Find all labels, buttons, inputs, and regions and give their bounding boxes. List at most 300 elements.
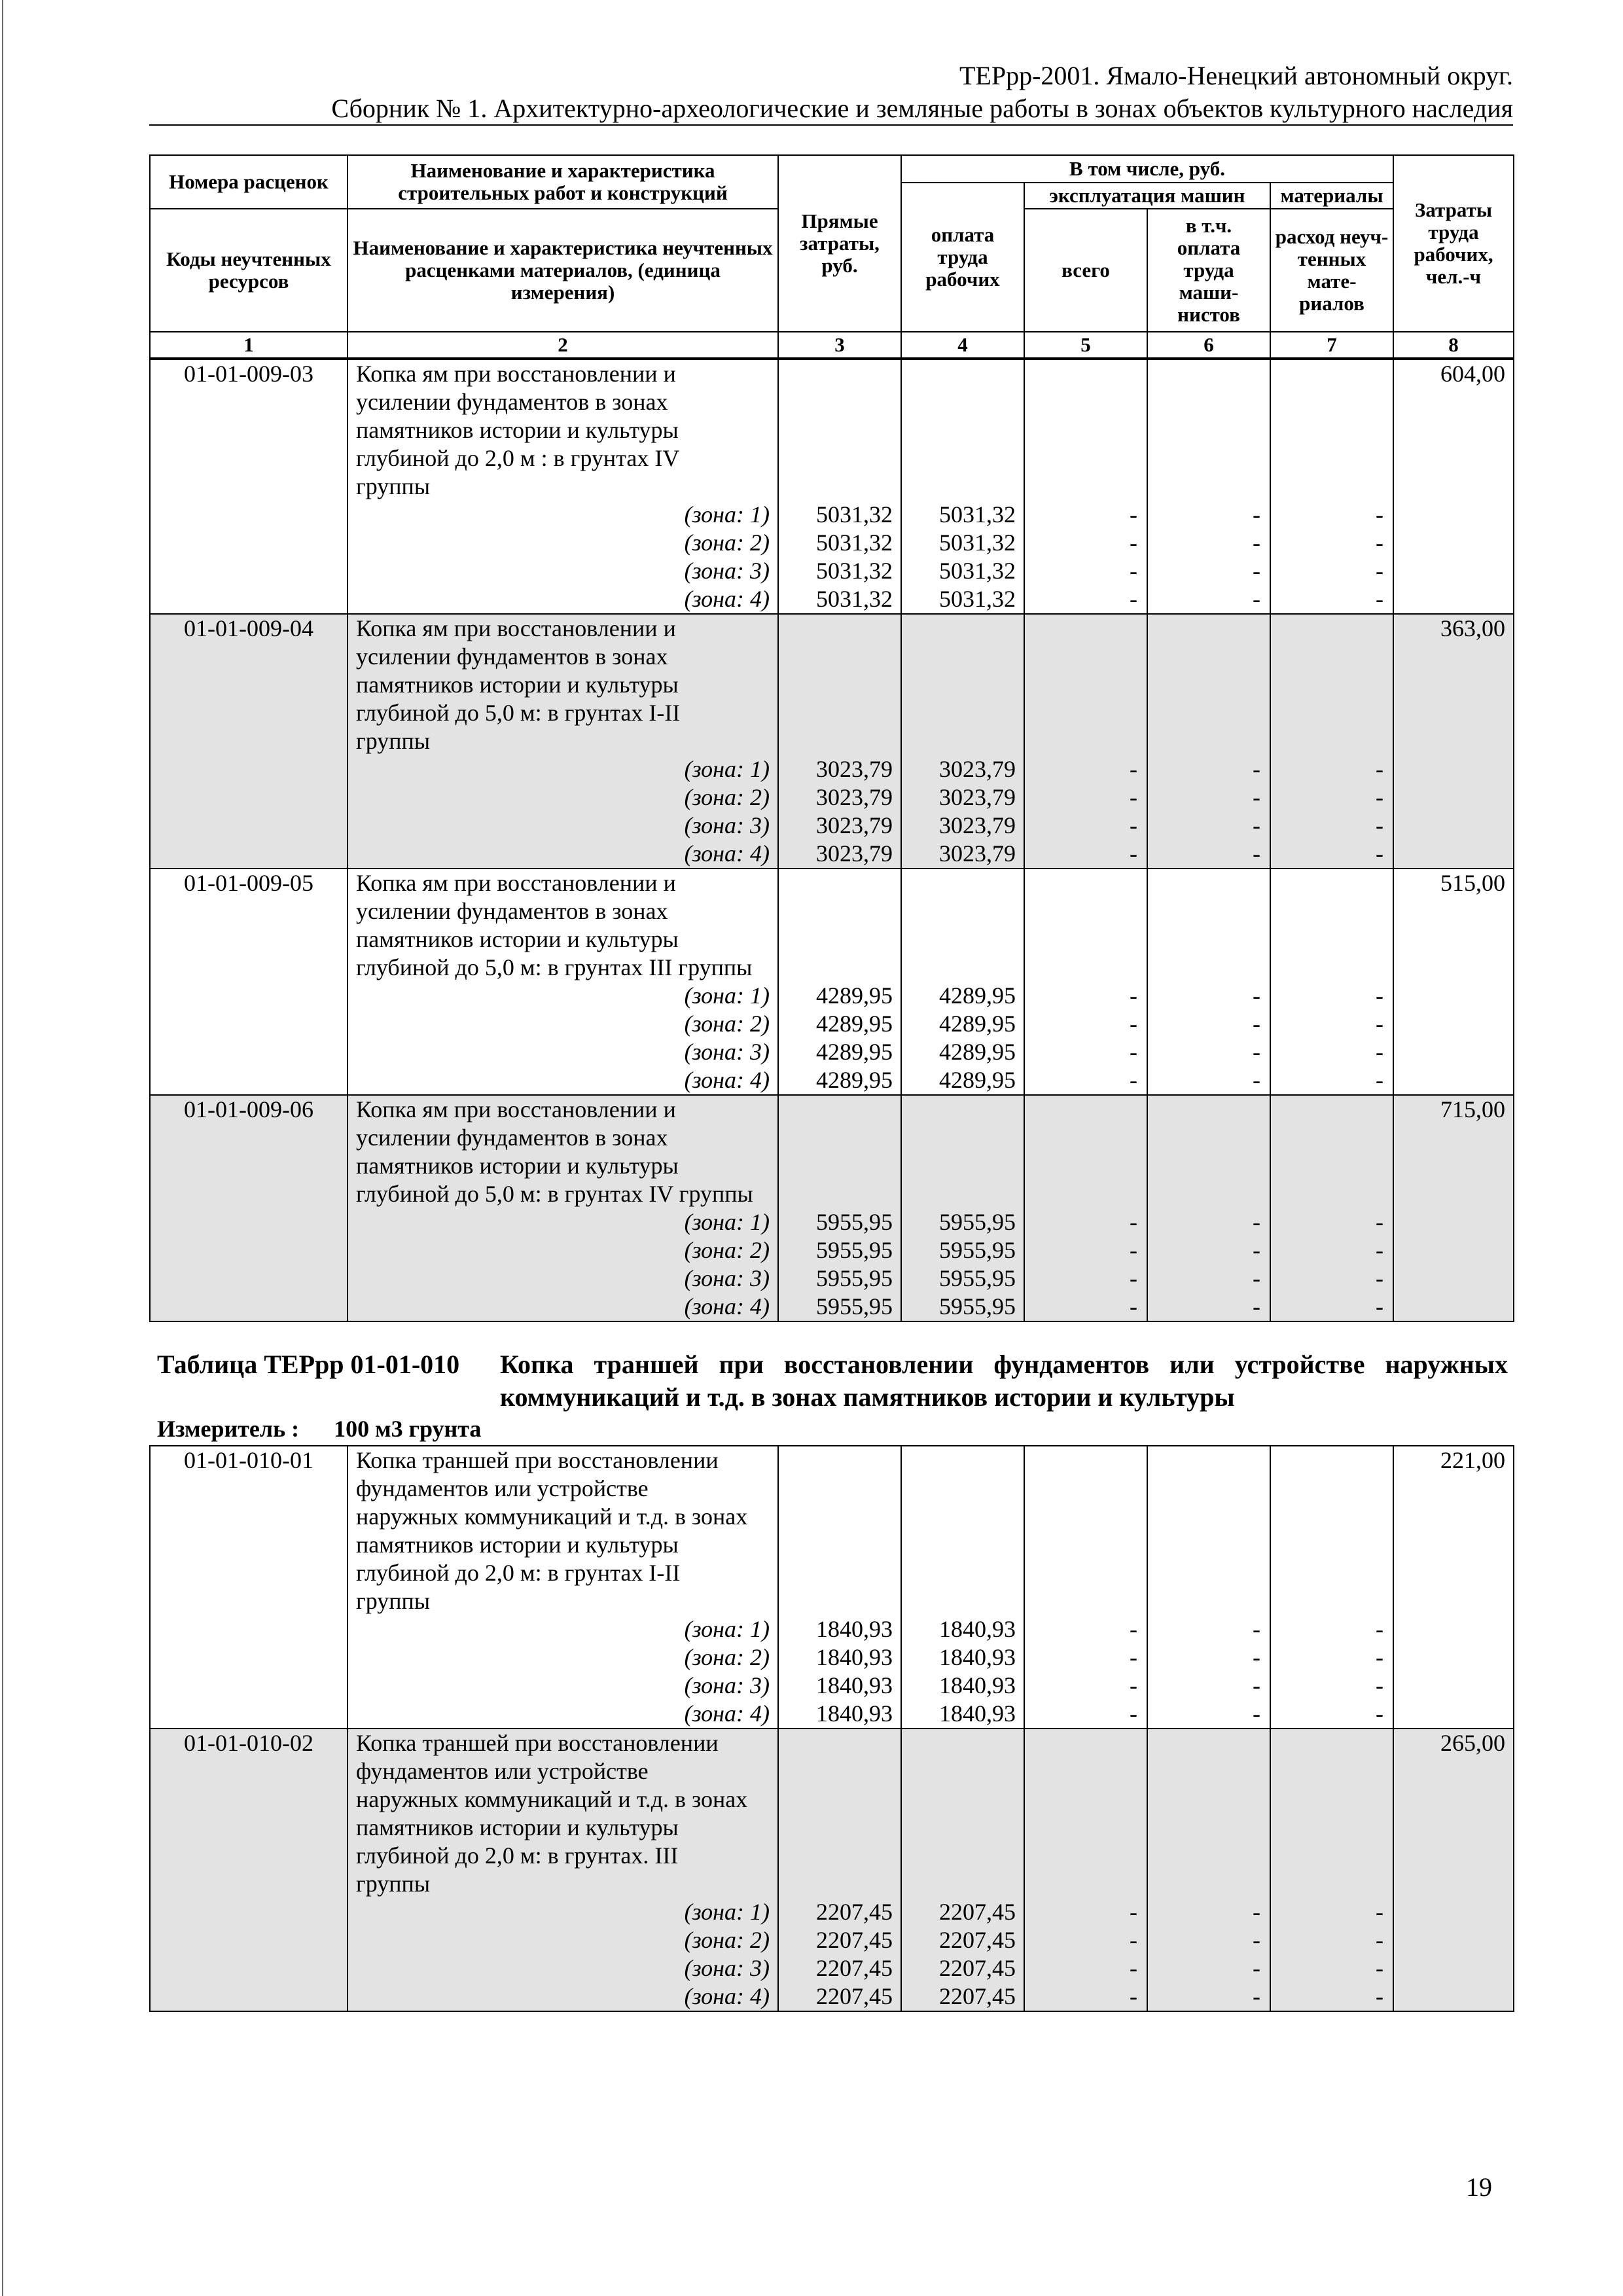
labor-hours-cell xyxy=(1393,1926,1514,1954)
work-description-line: усилении фундаментов в зонах xyxy=(348,388,778,416)
zone-label: (зона: 3) xyxy=(348,1265,778,1293)
zone-label: (зона: 4) xyxy=(348,1293,778,1321)
materials-cell xyxy=(1270,1757,1393,1785)
labor-pay-value: 3023,79 xyxy=(901,840,1024,869)
table-row xyxy=(150,1293,1514,1321)
rate-code-cell xyxy=(150,643,348,671)
machinist-pay-value: - xyxy=(1147,1898,1270,1926)
table-row xyxy=(150,1208,1514,1236)
table-row xyxy=(150,388,1514,416)
table-row xyxy=(150,1446,1514,1475)
machinist-pay-cell xyxy=(1147,699,1270,727)
labor-pay-value: 2207,45 xyxy=(901,1954,1024,1982)
direct-costs-value: 1840,93 xyxy=(778,1615,901,1643)
labor-pay-value: 5955,95 xyxy=(901,1265,1024,1293)
machines-total-value: - xyxy=(1024,1038,1147,1066)
machinist-pay-cell xyxy=(1147,1180,1270,1208)
labor-hours-value: 265,00 xyxy=(1393,1729,1514,1757)
work-description-line: глубиной до 5,0 м: в грунтах III группы xyxy=(348,954,778,982)
machines-total-cell xyxy=(1024,1531,1147,1559)
table-row xyxy=(150,1898,1514,1926)
machines-total-cell xyxy=(1024,1814,1147,1842)
zone-label: (зона: 1) xyxy=(348,1898,778,1926)
labor-pay-cell xyxy=(901,1870,1024,1898)
labor-pay-cell xyxy=(901,1475,1024,1503)
direct-costs-value: 3023,79 xyxy=(778,812,901,840)
work-description-line: группы xyxy=(348,473,778,501)
header-rule xyxy=(149,124,1513,126)
rate-code-cell xyxy=(150,585,348,614)
machines-total-value: - xyxy=(1024,1700,1147,1729)
labor-pay-cell xyxy=(901,1095,1024,1124)
labor-pay-value: 4289,95 xyxy=(901,1066,1024,1095)
machines-total-value: - xyxy=(1024,1208,1147,1236)
labor-hours-cell xyxy=(1393,982,1514,1010)
work-description-line: памятников истории и культуры xyxy=(348,1814,778,1842)
labor-hours-cell xyxy=(1393,1643,1514,1672)
machinist-pay-value: - xyxy=(1147,755,1270,783)
direct-costs-value: 5955,95 xyxy=(778,1293,901,1321)
labor-hours-cell xyxy=(1393,1814,1514,1842)
labor-hours-cell xyxy=(1393,1152,1514,1180)
table-row xyxy=(150,1124,1514,1152)
machines-total-cell xyxy=(1024,1587,1147,1615)
materials-cell xyxy=(1270,1124,1393,1152)
machinist-pay-value: - xyxy=(1147,783,1270,812)
page-edge-rule xyxy=(2,0,3,2296)
rate-code-cell xyxy=(150,783,348,812)
labor-pay-value: 2207,45 xyxy=(901,1926,1024,1954)
machinist-pay-cell xyxy=(1147,1757,1270,1785)
table-row xyxy=(150,1954,1514,1982)
table-row xyxy=(150,1503,1514,1531)
labor-hours-cell xyxy=(1393,1038,1514,1066)
materials-value: - xyxy=(1270,1926,1393,1954)
direct-costs-cell xyxy=(778,1531,901,1559)
zone-label: (зона: 2) xyxy=(348,783,778,812)
machinist-pay-cell xyxy=(1147,1814,1270,1842)
labor-pay-cell xyxy=(901,1785,1024,1814)
materials-cell xyxy=(1270,1559,1393,1587)
table-row xyxy=(150,1236,1514,1265)
machines-total-cell xyxy=(1024,954,1147,982)
direct-costs-cell xyxy=(778,925,901,954)
materials-cell xyxy=(1270,1152,1393,1180)
labor-hours-value: 515,00 xyxy=(1393,869,1514,897)
work-description-line: глубиной до 5,0 м: в грунтах I-II xyxy=(348,699,778,727)
labor-hours-cell xyxy=(1393,1124,1514,1152)
labor-hours-cell xyxy=(1393,1870,1514,1898)
direct-costs-cell xyxy=(778,1180,901,1208)
machinist-pay-cell xyxy=(1147,925,1270,954)
direct-costs-cell xyxy=(778,416,901,444)
table-row xyxy=(150,1180,1514,1208)
materials-value: - xyxy=(1270,1954,1393,1982)
materials-value: - xyxy=(1270,812,1393,840)
direct-costs-cell xyxy=(778,1124,901,1152)
zone-label: (зона: 1) xyxy=(348,982,778,1010)
table-row xyxy=(150,1700,1514,1729)
machinist-pay-value: - xyxy=(1147,1615,1270,1643)
table-row xyxy=(150,1531,1514,1559)
rate-code-cell xyxy=(150,1870,348,1898)
work-description-line: группы xyxy=(348,1870,778,1898)
direct-costs-value: 3023,79 xyxy=(778,755,901,783)
materials-value: - xyxy=(1270,982,1393,1010)
labor-pay-cell xyxy=(901,1503,1024,1531)
rate-code-cell xyxy=(150,982,348,1010)
table-row xyxy=(150,925,1514,954)
labor-hours-cell xyxy=(1393,1982,1514,2011)
rate-code: 01-01-009-05 xyxy=(150,869,348,897)
direct-costs-cell xyxy=(778,1152,901,1180)
table-row xyxy=(150,1870,1514,1898)
machines-total-value: - xyxy=(1024,1293,1147,1321)
labor-hours-cell xyxy=(1393,755,1514,783)
rate-code-cell xyxy=(150,1208,348,1236)
col1-bottom-header: Коды неучтенных ресурсов xyxy=(150,209,348,332)
machinist-pay-cell xyxy=(1147,1095,1270,1124)
rate-code: 01-01-010-02 xyxy=(150,1729,348,1757)
labor-hours-value: 363,00 xyxy=(1393,614,1514,643)
labor-pay-value: 5955,95 xyxy=(901,1236,1024,1265)
machinist-pay-value: - xyxy=(1147,1066,1270,1095)
rate-code-cell xyxy=(150,444,348,473)
labor-pay-cell xyxy=(901,643,1024,671)
machinist-pay-value: - xyxy=(1147,812,1270,840)
direct-costs-value: 3023,79 xyxy=(778,783,901,812)
machinist-pay-cell xyxy=(1147,1475,1270,1503)
machines-total-cell xyxy=(1024,925,1147,954)
labor-hours-cell xyxy=(1393,1559,1514,1587)
machinist-pay-cell xyxy=(1147,897,1270,925)
direct-costs-cell xyxy=(778,1785,901,1814)
labor-pay-cell xyxy=(901,954,1024,982)
labor-pay-value: 1840,93 xyxy=(901,1672,1024,1700)
materials-cell xyxy=(1270,359,1393,388)
materials-value: - xyxy=(1270,1236,1393,1265)
labor-hours-cell xyxy=(1393,585,1514,614)
direct-costs-value: 2207,45 xyxy=(778,1982,901,2011)
col-number-4: 4 xyxy=(901,332,1024,358)
machinist-pay-value: - xyxy=(1147,1982,1270,2011)
materials-value: - xyxy=(1270,1066,1393,1095)
page-number: 19 xyxy=(1466,2172,1492,2202)
labor-pay-cell xyxy=(901,416,1024,444)
rate-code-cell xyxy=(150,1700,348,1729)
rate-code-cell xyxy=(150,1643,348,1672)
rate-code-cell xyxy=(150,699,348,727)
machinist-pay-cell xyxy=(1147,643,1270,671)
direct-costs-cell xyxy=(778,473,901,501)
work-description-line: памятников истории и культуры xyxy=(348,1152,778,1180)
machines-total-value: - xyxy=(1024,982,1147,1010)
direct-costs-cell xyxy=(778,1842,901,1870)
zone-label: (зона: 1) xyxy=(348,1208,778,1236)
col-number-3: 3 xyxy=(778,332,901,358)
table-row xyxy=(150,1587,1514,1615)
col2-top-header: Наименование и характеристика строительных работ и конструкций xyxy=(348,155,778,209)
direct-costs-value: 4289,95 xyxy=(778,1010,901,1038)
labor-hours-cell xyxy=(1393,473,1514,501)
rate-code-cell xyxy=(150,954,348,982)
machinist-pay-cell xyxy=(1147,727,1270,755)
machinist-pay-cell xyxy=(1147,1559,1270,1587)
rate-code: 01-01-009-03 xyxy=(150,359,348,388)
machines-total-cell xyxy=(1024,699,1147,727)
labor-pay-cell xyxy=(901,1729,1024,1757)
work-description-line: глубиной до 2,0 м : в грунтах IV xyxy=(348,444,778,473)
materials-value: - xyxy=(1270,529,1393,557)
machines-total-cell xyxy=(1024,727,1147,755)
zone-label: (зона: 2) xyxy=(348,1010,778,1038)
table-row xyxy=(150,473,1514,501)
rate-code-cell xyxy=(150,416,348,444)
rate-code-cell xyxy=(150,671,348,699)
table-row xyxy=(150,755,1514,783)
work-description-line: фундаментов или устройстве xyxy=(348,1475,778,1503)
materials-value: - xyxy=(1270,557,1393,585)
table-row xyxy=(150,869,1514,897)
labor-hours-cell xyxy=(1393,925,1514,954)
machines-total-value: - xyxy=(1024,557,1147,585)
direct-costs-value: 3023,79 xyxy=(778,840,901,869)
direct-costs-value: 2207,45 xyxy=(778,1926,901,1954)
direct-costs-value: 1840,93 xyxy=(778,1700,901,1729)
labor-hours-cell xyxy=(1393,1531,1514,1559)
direct-costs-cell xyxy=(778,897,901,925)
zone-label: (зона: 3) xyxy=(348,812,778,840)
labor-pay-value: 3023,79 xyxy=(901,755,1024,783)
table-2-title: Копка траншей при восстановлении фундаментов или устройстве наружных коммуникаций и т.д. в зонах памятников истории и культуры xyxy=(500,1350,1508,1412)
machines-header: эксплуатация машин xyxy=(1024,183,1270,209)
including-header: В том числе, руб. xyxy=(901,155,1393,183)
rate-code-cell xyxy=(150,1672,348,1700)
labor-pay-value: 3023,79 xyxy=(901,783,1024,812)
machines-total-value: - xyxy=(1024,585,1147,614)
materials-cell xyxy=(1270,671,1393,699)
labor-pay-cell xyxy=(901,1842,1024,1870)
labor-hours-cell xyxy=(1393,1503,1514,1531)
labor-pay-cell xyxy=(901,388,1024,416)
labor-pay-value: 5031,32 xyxy=(901,529,1024,557)
running-header-subtitle: Сборник № 1. Архитектурно-археологические и земляные работы в зонах объектов культурного наследия xyxy=(331,94,1513,123)
machinist-pay-value: - xyxy=(1147,1208,1270,1236)
direct-costs-cell xyxy=(778,954,901,982)
machinist-pay-cell xyxy=(1147,1785,1270,1814)
machines-total-cell xyxy=(1024,869,1147,897)
rate-code-cell xyxy=(150,1531,348,1559)
direct-costs-cell xyxy=(778,359,901,388)
rate-code: 01-01-009-06 xyxy=(150,1095,348,1124)
table-row xyxy=(150,727,1514,755)
zone-label: (зона: 2) xyxy=(348,1236,778,1265)
rate-code-cell xyxy=(150,1785,348,1814)
machines-total-value: - xyxy=(1024,1954,1147,1982)
direct-costs-value: 5955,95 xyxy=(778,1208,901,1236)
col-number-5: 5 xyxy=(1024,332,1147,358)
machines-total-value: - xyxy=(1024,812,1147,840)
direct-costs-value: 1840,93 xyxy=(778,1672,901,1700)
zone-label: (зона: 3) xyxy=(348,1954,778,1982)
labor-pay-value: 5955,95 xyxy=(901,1208,1024,1236)
materials-cell xyxy=(1270,444,1393,473)
work-description-line: группы xyxy=(348,727,778,755)
machinist-pay-value: - xyxy=(1147,1700,1270,1729)
rate-code-cell xyxy=(150,840,348,869)
rate-code-cell xyxy=(150,1293,348,1321)
materials-value: - xyxy=(1270,1672,1393,1700)
work-description-line: Копка ям при восстановлении и xyxy=(348,1095,778,1124)
zone-label: (зона: 3) xyxy=(348,1672,778,1700)
work-description-line: фундаментов или устройстве xyxy=(348,1757,778,1785)
column-header-table xyxy=(149,154,1514,359)
labor-pay-cell xyxy=(901,444,1024,473)
labor-pay-value: 1840,93 xyxy=(901,1700,1024,1729)
zone-label: (зона: 1) xyxy=(348,501,778,529)
table-row xyxy=(150,1926,1514,1954)
zone-label: (зона: 4) xyxy=(348,1700,778,1729)
machinist-pay-cell xyxy=(1147,473,1270,501)
direct-costs-value: 4289,95 xyxy=(778,1038,901,1066)
machines-total-cell xyxy=(1024,388,1147,416)
machines-total-value: - xyxy=(1024,1643,1147,1672)
rate-code-cell xyxy=(150,1010,348,1038)
labor-pay-cell xyxy=(901,699,1024,727)
table-row xyxy=(150,671,1514,699)
labor-hours-cell xyxy=(1393,1265,1514,1293)
rates-table-1 xyxy=(149,359,1514,1322)
col2-bottom-header: Наименование и характеристика неучтенных расценками материалов, (единица измерения) xyxy=(348,209,778,332)
labor-hours-cell xyxy=(1393,501,1514,529)
table-row xyxy=(150,444,1514,473)
direct-costs-cell xyxy=(778,444,901,473)
direct-costs-value: 4289,95 xyxy=(778,1066,901,1095)
machines-total-value: - xyxy=(1024,1898,1147,1926)
zone-label: (зона: 2) xyxy=(348,529,778,557)
machinist-pay-value: - xyxy=(1147,1293,1270,1321)
labor-hours-cell xyxy=(1393,529,1514,557)
machinist-pay-value: - xyxy=(1147,1926,1270,1954)
meter-value: 100 м3 грунта xyxy=(334,1416,482,1442)
col-number-1: 1 xyxy=(150,332,348,358)
machines-total-cell xyxy=(1024,1152,1147,1180)
machines-total-cell xyxy=(1024,1729,1147,1757)
labor-hours-cell xyxy=(1393,1757,1514,1785)
machines-total-value: - xyxy=(1024,1672,1147,1700)
work-description-line: памятников истории и культуры xyxy=(348,1531,778,1559)
work-description-line: Копка траншей при восстановлении xyxy=(348,1729,778,1757)
table-row xyxy=(150,1559,1514,1587)
labor-pay-value: 4289,95 xyxy=(901,1038,1024,1066)
zone-label: (зона: 2) xyxy=(348,1926,778,1954)
table-row xyxy=(150,1729,1514,1757)
direct-costs-value: 4289,95 xyxy=(778,982,901,1010)
machines-total-value: - xyxy=(1024,1010,1147,1038)
labor-pay-value: 4289,95 xyxy=(901,982,1024,1010)
materials-value: - xyxy=(1270,783,1393,812)
labor-pay-cell xyxy=(901,1446,1024,1475)
rate-code-cell xyxy=(150,1926,348,1954)
direct-costs-cell xyxy=(778,388,901,416)
machines-total-cell xyxy=(1024,1446,1147,1475)
materials-cell xyxy=(1270,1095,1393,1124)
machines-total-cell xyxy=(1024,1475,1147,1503)
materials-cell xyxy=(1270,1503,1393,1531)
col3-header: Прямые затраты, руб. xyxy=(778,155,901,332)
materials-value: - xyxy=(1270,1898,1393,1926)
labor-hours-cell xyxy=(1393,557,1514,585)
labor-pay-cell xyxy=(901,925,1024,954)
labor-pay-cell xyxy=(901,1814,1024,1842)
machines-total-cell xyxy=(1024,1785,1147,1814)
direct-costs-cell xyxy=(778,1095,901,1124)
rate-code: 01-01-010-01 xyxy=(150,1446,348,1475)
work-description-line: Копка траншей при восстановлении xyxy=(348,1446,778,1475)
rate-code-cell xyxy=(150,388,348,416)
zone-label: (зона: 3) xyxy=(348,557,778,585)
table-row xyxy=(150,699,1514,727)
labor-pay-value: 2207,45 xyxy=(901,1982,1024,2011)
labor-pay-value: 5955,95 xyxy=(901,1293,1024,1321)
machines-total-value: - xyxy=(1024,529,1147,557)
work-description-line: Копка ям при восстановлении и xyxy=(348,359,778,388)
machinist-pay-cell xyxy=(1147,1531,1270,1559)
machinist-pay-value: - xyxy=(1147,585,1270,614)
rate-code-cell xyxy=(150,755,348,783)
labor-hours-cell xyxy=(1393,1208,1514,1236)
labor-hours-value: 715,00 xyxy=(1393,1095,1514,1124)
machinist-pay-value: - xyxy=(1147,1038,1270,1066)
rate-code-cell xyxy=(150,1038,348,1066)
col1-top-header: Номера расценок xyxy=(150,155,348,209)
rate-code-cell xyxy=(150,557,348,585)
direct-costs-cell xyxy=(778,671,901,699)
machines-total-value: - xyxy=(1024,783,1147,812)
machines-total-cell xyxy=(1024,473,1147,501)
materials-cell xyxy=(1270,1475,1393,1503)
labor-pay-value: 5031,32 xyxy=(901,585,1024,614)
machinist-pay-cell xyxy=(1147,1446,1270,1475)
materials-value: - xyxy=(1270,1038,1393,1066)
materials-cell xyxy=(1270,925,1393,954)
machinist-pay-cell xyxy=(1147,1503,1270,1531)
table-row xyxy=(150,982,1514,1010)
labor-hours-cell xyxy=(1393,1954,1514,1982)
rate-code-cell xyxy=(150,1954,348,1982)
materials-value: - xyxy=(1270,840,1393,869)
rate-code-cell xyxy=(150,1152,348,1180)
materials-cell xyxy=(1270,614,1393,643)
labor-pay-cell xyxy=(901,1124,1024,1152)
machines-total-cell xyxy=(1024,614,1147,643)
machines-total-cell xyxy=(1024,643,1147,671)
machines-total-value: - xyxy=(1024,1615,1147,1643)
rate-code-cell xyxy=(150,1475,348,1503)
materials-cell xyxy=(1270,1587,1393,1615)
machinist-pay-cell xyxy=(1147,359,1270,388)
machinist-pay-cell xyxy=(1147,614,1270,643)
materials-value: - xyxy=(1270,585,1393,614)
table-row xyxy=(150,1785,1514,1814)
machinist-pay-cell xyxy=(1147,1842,1270,1870)
rate-code-cell xyxy=(150,1757,348,1785)
labor-hours-cell xyxy=(1393,1842,1514,1870)
direct-costs-cell xyxy=(778,643,901,671)
work-description-line: Копка ям при восстановлении и xyxy=(348,614,778,643)
table-2-heading xyxy=(157,1348,1508,1414)
direct-costs-cell xyxy=(778,1559,901,1587)
